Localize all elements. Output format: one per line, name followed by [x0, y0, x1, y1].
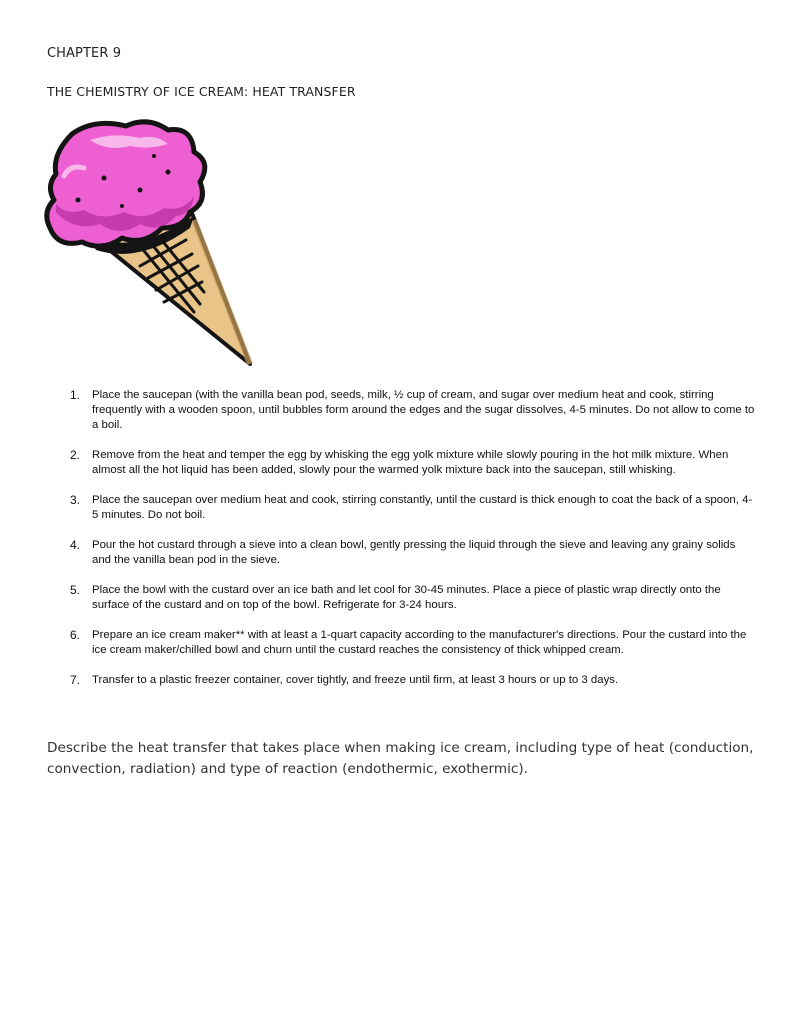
- recipe-step: [66, 673, 756, 688]
- step-number: 1.: [70, 388, 81, 402]
- recipe-step: [66, 583, 756, 613]
- page-title: THE CHEMISTRY OF ICE CREAM: HEAT TRANSFER: [47, 84, 356, 99]
- step-text: Place the saucepan (with the vanilla bean pod, seeds, milk, ½ cup of cream, and sugar over medium heat and cook, stirring frequently with a wooden spoon, until bubbles form around the edges and the sugar dissolves, 4-5 minutes. Do not allow to come to a boil.: [92, 389, 755, 431]
- recipe-step: [66, 628, 756, 658]
- recipe-step: [66, 388, 756, 433]
- step-text: Prepare an ice cream maker** with at least a 1-quart capacity according to the manufacturer's directions. Pour the custard into the ice cream maker/chilled bowl and churn until the custard reaches the consistency of thick whipped cream.: [92, 629, 747, 656]
- step-number: 5.: [70, 583, 81, 597]
- step-text: Place the saucepan over medium heat and cook, stirring constantly, until the custard is thick enough to coat the back of a spoon, 4-5 minutes. Do not boil.: [92, 494, 753, 521]
- ice-cream-cone-icon: [44, 116, 256, 372]
- step-number: 6.: [70, 628, 81, 642]
- step-number: 2.: [70, 448, 81, 462]
- recipe-steps: [66, 388, 756, 703]
- step-number: 3.: [70, 493, 81, 507]
- chapter-label: CHAPTER 9: [47, 46, 122, 61]
- recipe-step: [66, 448, 756, 478]
- step-number: 4.: [70, 538, 81, 552]
- step-text: Place the bowl with the custard over an ice bath and let cool for 30-45 minutes. Place a piece of plastic wrap directly onto the surface of the custard and on top of the bowl. Refrigerate for 3-24 hours.: [92, 584, 721, 611]
- step-text: Pour the hot custard through a sieve into a clean bowl, gently pressing the liquid through the sieve and leaving any grainy solids and the vanilla bean pod in the sieve.: [92, 539, 736, 566]
- step-text: Transfer to a plastic freezer container, cover tightly, and freeze until firm, at least 3 hours or up to 3 days.: [92, 674, 619, 686]
- step-text: Remove from the heat and temper the egg by whisking the egg yolk mixture while slowly pouring in the hot milk mixture. When almost all the hot liquid has been added, slowly pour the warmed yolk mixture back into the saucepan, still whisking.: [92, 449, 729, 476]
- recipe-step: [66, 538, 756, 568]
- step-number: 7.: [70, 673, 81, 687]
- recipe-step: [66, 493, 756, 523]
- question-prompt: Describe the heat transfer that takes place when making ice cream, including type of heat (conduction, convection, radiation) and type of reaction (endothermic, exothermic).: [47, 740, 754, 777]
